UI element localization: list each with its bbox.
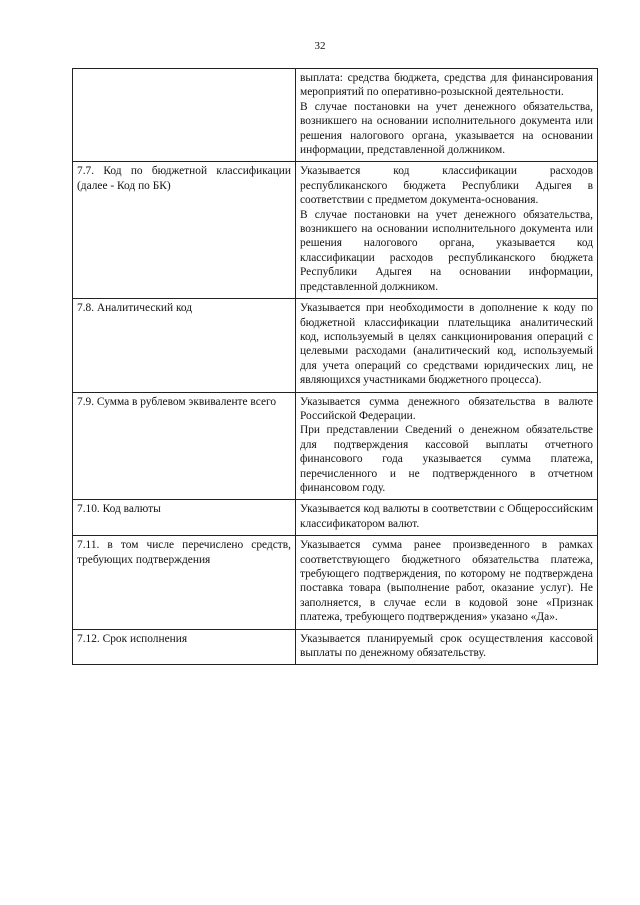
page-number: 32 — [314, 40, 326, 52]
table-row — [73, 536, 598, 629]
field-name-cell — [73, 536, 296, 629]
field-description-cell — [296, 500, 598, 536]
description-paragraph: Указывается сумма ранее произведенного в рамках соответствующего бюджетного обязательства платежа, требующего подтверждения, по которому не подтверждена поставка товара (выполнение работ, оказание услуг). Не заполняется, в случае если в кодовой зоне «Признак платежа, требующего подтверждения» указано «Да». — [300, 539, 593, 624]
description-paragraph: Указывается при необходимости в дополнение к коду по бюджетной классификации плательщика аналитический код, используемый в целях санкционирования операций с целевыми расходами (аналитический код, используемый для учета операций со средствами юридических лиц, не являющихся участниками бюджетного процесса). — [300, 302, 593, 387]
table-row — [73, 392, 598, 500]
table-body — [73, 69, 598, 665]
table-row — [73, 629, 598, 665]
description-paragraph: В случае постановки на учет денежного обязательства, возникшего на основании исполнительного документа или решения налогового органа, указывается на основании информации, представленной должником. — [300, 100, 593, 157]
field-description-cell — [296, 629, 598, 665]
field-name-cell — [73, 299, 296, 392]
field-name: 7.9. Сумма в рублевом эквиваленте всего — [77, 395, 277, 408]
field-description-cell — [296, 392, 598, 500]
field-name: 7.7. Код по бюджетной классификации (далее - Код по БК) — [77, 165, 291, 192]
description-paragraph: Указывается сумма денежного обязательства в валюте Российской Федерации. — [300, 395, 593, 422]
field-name-cell — [73, 392, 296, 500]
field-description-cell — [296, 536, 598, 629]
field-name-cell — [73, 162, 296, 299]
description-paragraph: В случае постановки на учет денежного обязательства, возникшего на основании исполнительного документа или решения налогового органа, указывается код классификации расходов республиканского бюджета Республики Адыгея на основании информации, представленной должником. — [300, 208, 593, 293]
field-name: 7.12. Срок исполнения — [77, 632, 188, 645]
table-row — [73, 69, 598, 162]
field-name-cell — [73, 629, 296, 665]
field-description-cell — [296, 69, 598, 162]
field-description-table — [72, 68, 598, 665]
description-paragraph: Указывается код валюты в соответствии с Общероссийским классификатором валют. — [300, 503, 593, 530]
field-name: 7.10. Код валюты — [77, 503, 161, 516]
description-paragraph: При представлении Сведений о денежном обязательстве для подтверждения кассовой выплаты отчетного финансового года указывается сумма платежа, перечисленного и не подтвержденного в отчетном финансовом году. — [300, 424, 593, 494]
field-name-cell — [73, 69, 296, 162]
table-row — [73, 299, 598, 392]
field-description-cell — [296, 299, 598, 392]
description-paragraph: Указывается планируемый срок осуществления кассовой выплаты по денежному обязательству. — [300, 632, 593, 660]
field-name: 7.11. в том числе перечислено средств, требующих подтверждения — [77, 539, 291, 566]
field-name: 7.8. Аналитический код — [77, 302, 193, 315]
field-name-cell — [73, 500, 296, 536]
description-paragraph: Указывается код классификации расходов республиканского бюджета Республики Адыгея в соответствии с предметом документа-основания. — [300, 165, 593, 207]
table-row — [73, 162, 598, 299]
description-paragraph: выплата: средства бюджета, средства для финансирования мероприятий по оперативно-розыскной деятельности. — [300, 72, 593, 99]
table-row — [73, 500, 598, 536]
field-description-cell — [296, 162, 598, 299]
